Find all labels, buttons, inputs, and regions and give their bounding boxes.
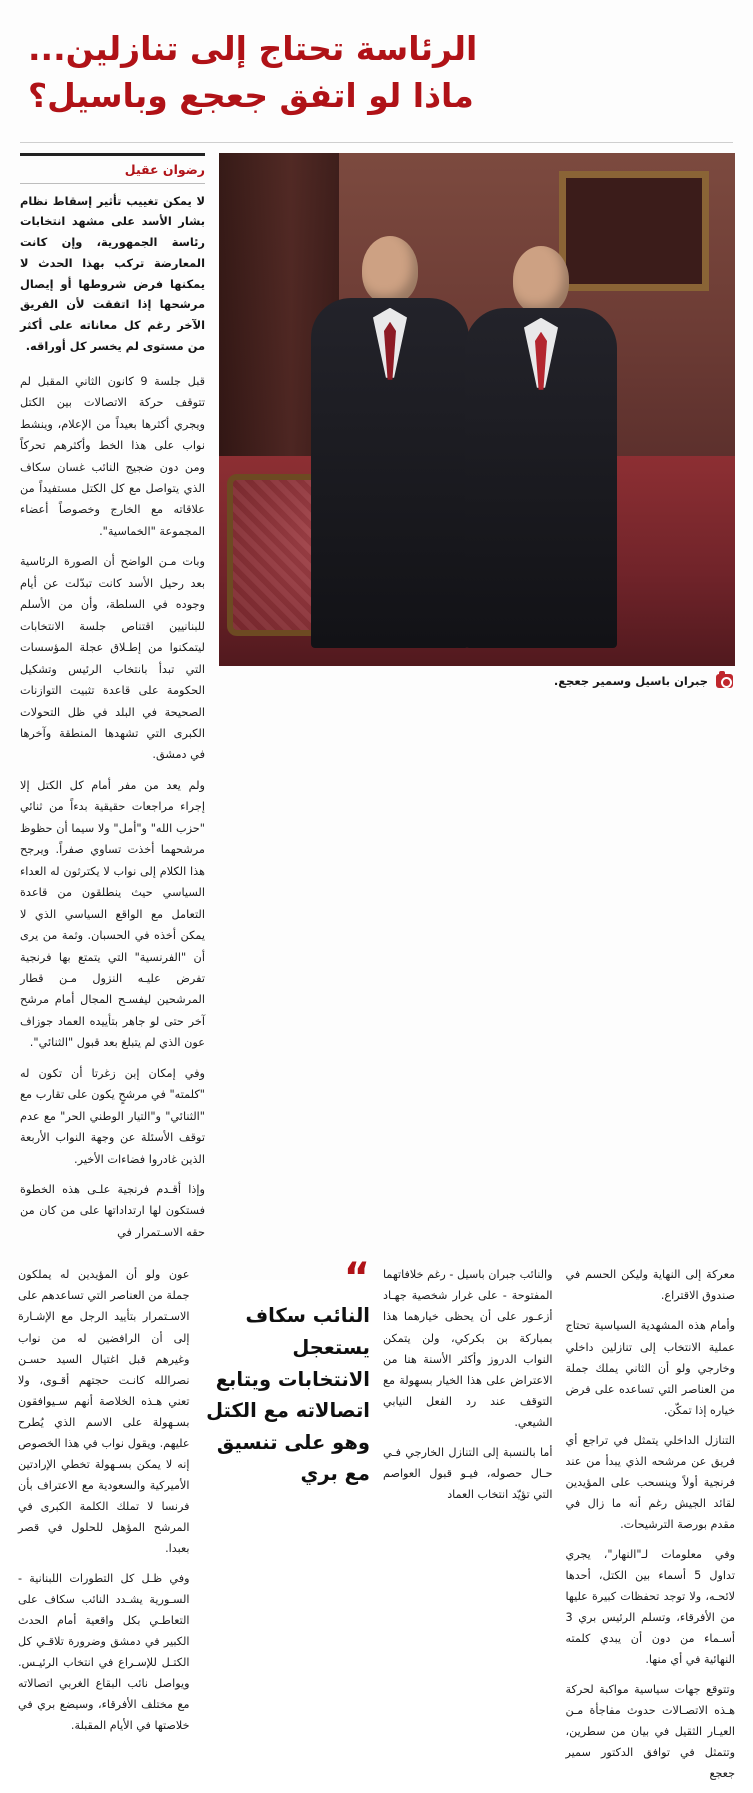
body-paragraph: التنازل الداخلي يتمثل في تراجع أي فريق عن مرشحه الذي يبدأ من عند فرنجية أولاً وينسحب على المؤيدين لقائد الجيش رغم أنه ما زال في مقدم بورصة الترشيحات. — [565, 1433, 735, 1531]
lower-columns — [18, 1255, 735, 1793]
person-right-head — [513, 246, 569, 314]
page-title — [28, 26, 725, 120]
photo-person-left — [311, 236, 469, 648]
sidebar-paragraph: وبات مـن الواضح أن الصورة الرئاسية بعد رحيل الأسد كانت تبدّلت عن أيام وجوده في السلطة، وأن من الأسلم للبنانيين اقتناص جلسة الانتخابات ليتمكنوا من إطـلاق عجلة المؤسسات التي تبدأ بانتخاب الرئيس وتشكيل الحكومة على قاعدة تثبيت التوازنات الصحيحة في البلد في ظل التحولات الكبرى التي تشهدها المنطقة وآخرها في دمشق. — [20, 555, 205, 762]
body-paragraph: عون ولو أن المؤيدين له يملكون جملة من العناصر التي تساعدهم على الاسـتمرار بتأييد الرجل مع الإشـارة إلى أن الرافضين له من نواب وغيرهم قبل اغتيال السيد حسـن نصرالله كانـت حجتهم أقـوى، ولا تعني هـذه الخلاصة أنهم سـيوافقون بسـهولة على الاسم الذي يُطرح عليهم. ويقول نواب في هذا الخصوص إنه لا يمكن بسـهولة تخطي الإرادتين الأميركية والسعودية مع الاعتراف بأن فرنسا لا تملك الكلمة الكبرى في المرشح المؤهل للحلول في قصر بعبدا. — [18, 1268, 190, 1555]
body-paragraph: معركة إلى النهاية وليكن الحسم في صندوق الاقتراع. — [565, 1268, 735, 1303]
pullquote-column — [203, 1255, 371, 1793]
pullquote-text: النائب سكاف يستعجل الانتخابات ويتابع اتصالاته مع الكتل وهو على تنسيق مع بري — [206, 1304, 370, 1486]
person-right-body — [465, 308, 617, 648]
headline-line-1: الرئاسة تحتاج إلى تنازلين... — [28, 29, 478, 68]
article-lede: لا يمكن تغييب تأثير إسقاط نظام بشار الأسد على مشهد انتخابات رئاسة الجمهورية، وإن كانت المعارضة تركب بهذا الحدث لا يمكنها فرض شروطها أو إيصال مرشحها إذا اتفقت لأن الفريق الآخر رغم كل معاناته على أكثر من مستوى لم يخسر كل أوراقه. — [20, 193, 205, 353]
photo-column — [219, 153, 735, 1253]
sidebar-paragraph: قبل جلسة 9 كانون الثاني المقبل لم تتوقف حركة الاتصالات بين الكتل ويجري أكثرها بعيداً من الإعلام، وينشط نواب على هذا الخط وأكثرهم تحركاً ومن دون ضجيج النائب غسان سكاف الذي يتواصل مع كل الكتل مستفيداً من علاقاته مع الخارج وخصوصاً أعضاء المجموعة "الخماسية". — [20, 374, 206, 538]
body-paragraph: أما بالنسبة إلى التنازل الخارجي فـي حـال حصوله، فيـو قبول العواصم التي تؤيّد انتخاب العماد — [383, 1445, 553, 1501]
body-paragraph: والنائب جبران باسيل - رغم خلافاتهما المفتوحة - على غرار شخصية جهـاد أزعـور على أن يحظى خيارهما هذا بمباركة بن بكركي، ولن يتمكن النواب الدروز وأكثر الأسنة هنا من الاعتراض على هذا الخيار بسهولة مع التوقف عند رد الفعل النيابي الشيعي. — [383, 1268, 553, 1429]
top-area — [18, 153, 735, 1253]
photo-caption: جبران باسيل وسمير جعجع. — [553, 673, 708, 688]
body-paragraph: وفي معلومات لـ"النهار"، يجري تداول 5 أسماء بين الكتل، أحدها لائحـه، ولا توجد تحفظات كبيرة عليها من الأفرقاء، وتسلم الرئيس بري 3 أسـماء من دون أن يبدي كلمته النهائية في أي منها. — [565, 1547, 735, 1667]
body-paragraph: وأمام هذه المشهدية السياسية تحتاج عملية الانتخاب إلى تنازلين داخلي وخارجي ولو أن الثاني يملك جملة من العناصر التي تساعده على فرض خياره إذا تمكّن. — [565, 1319, 735, 1417]
sidebar-body — [20, 371, 205, 1244]
photo-caption-row — [219, 666, 735, 688]
sidebar-paragraph: وفي إمكان إبن زغرتا أن تكون له "كلمته" في مرشحٍ يكون على تقارب مع "الثنائي" و"التيار الوطني الحر" مع عدم توقف الأسئلة عن وجهة النواب الأربعة الذين غادروا فضاءات الأخير. — [20, 1066, 205, 1166]
headline-divider — [20, 142, 733, 143]
person-left-body — [311, 298, 469, 648]
body-column-3 — [18, 1264, 190, 1793]
sidebar-paragraph: ولم يعد من مفر أمام كل الكتل إلا إجراء مراجعات حقيقية بدءاً من ثنائي "حزب الله" و"أمل" ولا سيما أن حظوظ مرشحهما أخذت تساوي صفراً. ويرجح هذا الكلام إلى نواب لا يكترثون له العداء السياسي حيث ينطلقون من قاعدة التعامل مع الواقع السياسي الذي لا يمكن أخذه في الحسبان. وثمة من يرى أن "الفرنسية" التي يتمتع بها فرنجية تفرض عليـه النزول مـن قطار المرشحين ليفسـح المجال أمام مرشح آخر حتى لو جاهر بتأييده العماد جوزاف عون الذي لم يتبلغ بعد قبول "الثنائي". — [20, 778, 205, 1050]
person-left-head — [362, 236, 418, 304]
sidebar-column — [20, 153, 205, 1253]
quote-mark-icon: “ — [343, 1255, 370, 1302]
headline-line-2: ماذا لو اتفق جعجع وباسيل؟ — [28, 75, 474, 115]
article-photo — [219, 153, 735, 666]
article-author: رضوان عقيل — [124, 161, 205, 177]
sidebar-paragraph: وإذا أقـدم فرنجية علـى هذه الخطوة فستكون لها ارتداداتها على من كان من حقه الاسـتمرار في — [20, 1183, 205, 1239]
photo-person-right — [465, 246, 617, 648]
body-paragraph: وفي ظـل كل التطورات اللبنانية - السـورية يشـدد النائب سكاف على التعاطـي بكل واقعية أمام الحدث الكبير في دمشق وضرورة تلاقـي كل الكتـل للإسـراع في انتخاب الرئيـس. ويواصل نائب البقاع الغربي اتصالاته مع مختلف الأفرقاء، وسيضع بري في خلاصتها في الأيام المقبلة. — [18, 1572, 190, 1733]
camera-icon — [716, 674, 733, 688]
body-paragraph: وتتوقع جهات سياسية مواكبة لحركة هـذه الاتصـالات حدوث مفاجأة مـن العيـار الثقيل في بيان من سطرين، وتتمثل في توافق الدكتور سمير جعجع — [565, 1683, 735, 1781]
body-column-1 — [566, 1264, 736, 1793]
sidebar-top-rule — [20, 153, 205, 156]
author-divider — [20, 183, 205, 184]
body-column-2 — [383, 1264, 553, 1793]
headline-block — [18, 0, 735, 134]
